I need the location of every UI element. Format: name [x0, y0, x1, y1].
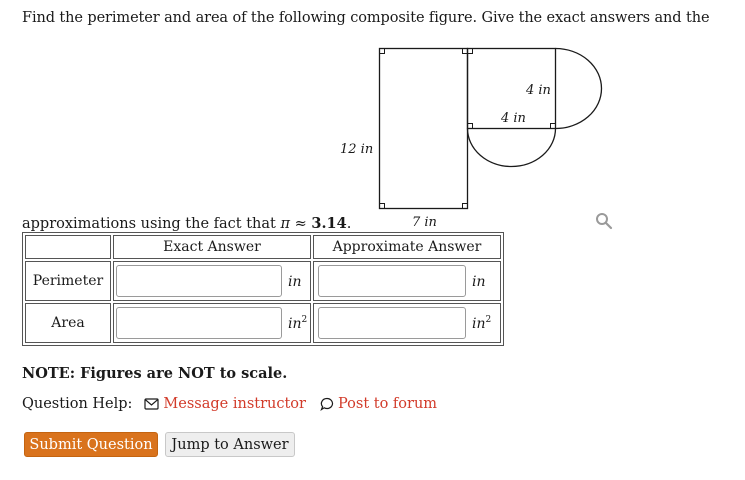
right-angle-marker	[551, 124, 556, 129]
post-to-forum-label: Post to forum	[337, 396, 438, 412]
message-instructor-link[interactable]	[144, 396, 306, 412]
pi-symbol: π	[280, 216, 291, 232]
perimeter-approx-input[interactable]	[318, 265, 466, 297]
area-approx-input[interactable]	[318, 307, 466, 339]
header-approximate: Approximate Answer	[313, 235, 501, 259]
answer-table	[22, 232, 504, 346]
magnifier-icon[interactable]	[594, 211, 614, 231]
jump-to-answer-button[interactable]: Jump to Answer	[165, 432, 295, 457]
right-angle-marker	[463, 49, 468, 54]
submit-question-button[interactable]: Submit Question	[24, 432, 158, 457]
speech-bubble-icon	[320, 397, 334, 411]
table-row-perimeter	[25, 261, 501, 301]
question-text: Find the perimeter and area of the following composite figure. Give the exact answers and the	[22, 10, 710, 26]
approx-prefix: approximations using the fact that	[22, 216, 281, 232]
area-approx-unit: $in^2$	[472, 314, 492, 332]
right-angle-marker	[468, 124, 473, 129]
pi-value: 3.14	[311, 215, 347, 232]
envelope-icon	[144, 398, 159, 410]
label-radius-bottom: 4 in	[501, 111, 526, 126]
approximation-text	[22, 215, 351, 232]
label-height: 12 in	[340, 142, 374, 157]
perimeter-exact-input[interactable]	[116, 265, 282, 297]
scale-note: NOTE: Figures are NOT to scale.	[22, 365, 288, 382]
area-exact-input[interactable]	[116, 307, 282, 339]
right-angle-marker	[463, 204, 468, 209]
right-angle-marker	[380, 204, 385, 209]
approx-suffix: .	[346, 216, 352, 232]
area-exact-unit: $in^2$	[288, 314, 308, 332]
approx-sign: ≈	[290, 216, 312, 232]
perimeter-exact-unit: in	[288, 273, 302, 290]
area-approx-cell	[313, 303, 501, 343]
row-label-area: Area	[25, 303, 111, 343]
perimeter-approx-cell	[313, 261, 501, 301]
right-angle-marker	[380, 49, 385, 54]
label-width: 7 in	[412, 215, 437, 230]
table-row-area	[25, 303, 501, 343]
post-to-forum-link[interactable]	[320, 396, 437, 412]
message-instructor-label: Message instructor	[163, 396, 306, 412]
question-help	[22, 396, 437, 412]
table-header-row	[25, 235, 501, 259]
help-label: Question Help:	[22, 396, 133, 412]
perimeter-approx-unit: in	[472, 273, 486, 290]
perimeter-exact-cell	[113, 261, 311, 301]
right-angle-marker	[468, 49, 473, 54]
rectangle-shape	[380, 49, 468, 209]
bottom-semicircle	[468, 129, 556, 167]
row-label-perimeter: Perimeter	[25, 261, 111, 301]
right-semicircle	[556, 49, 602, 129]
label-radius-right: 4 in	[526, 83, 551, 98]
area-exact-cell	[113, 303, 311, 343]
header-exact: Exact Answer	[113, 235, 311, 259]
table-header-empty	[25, 235, 111, 259]
